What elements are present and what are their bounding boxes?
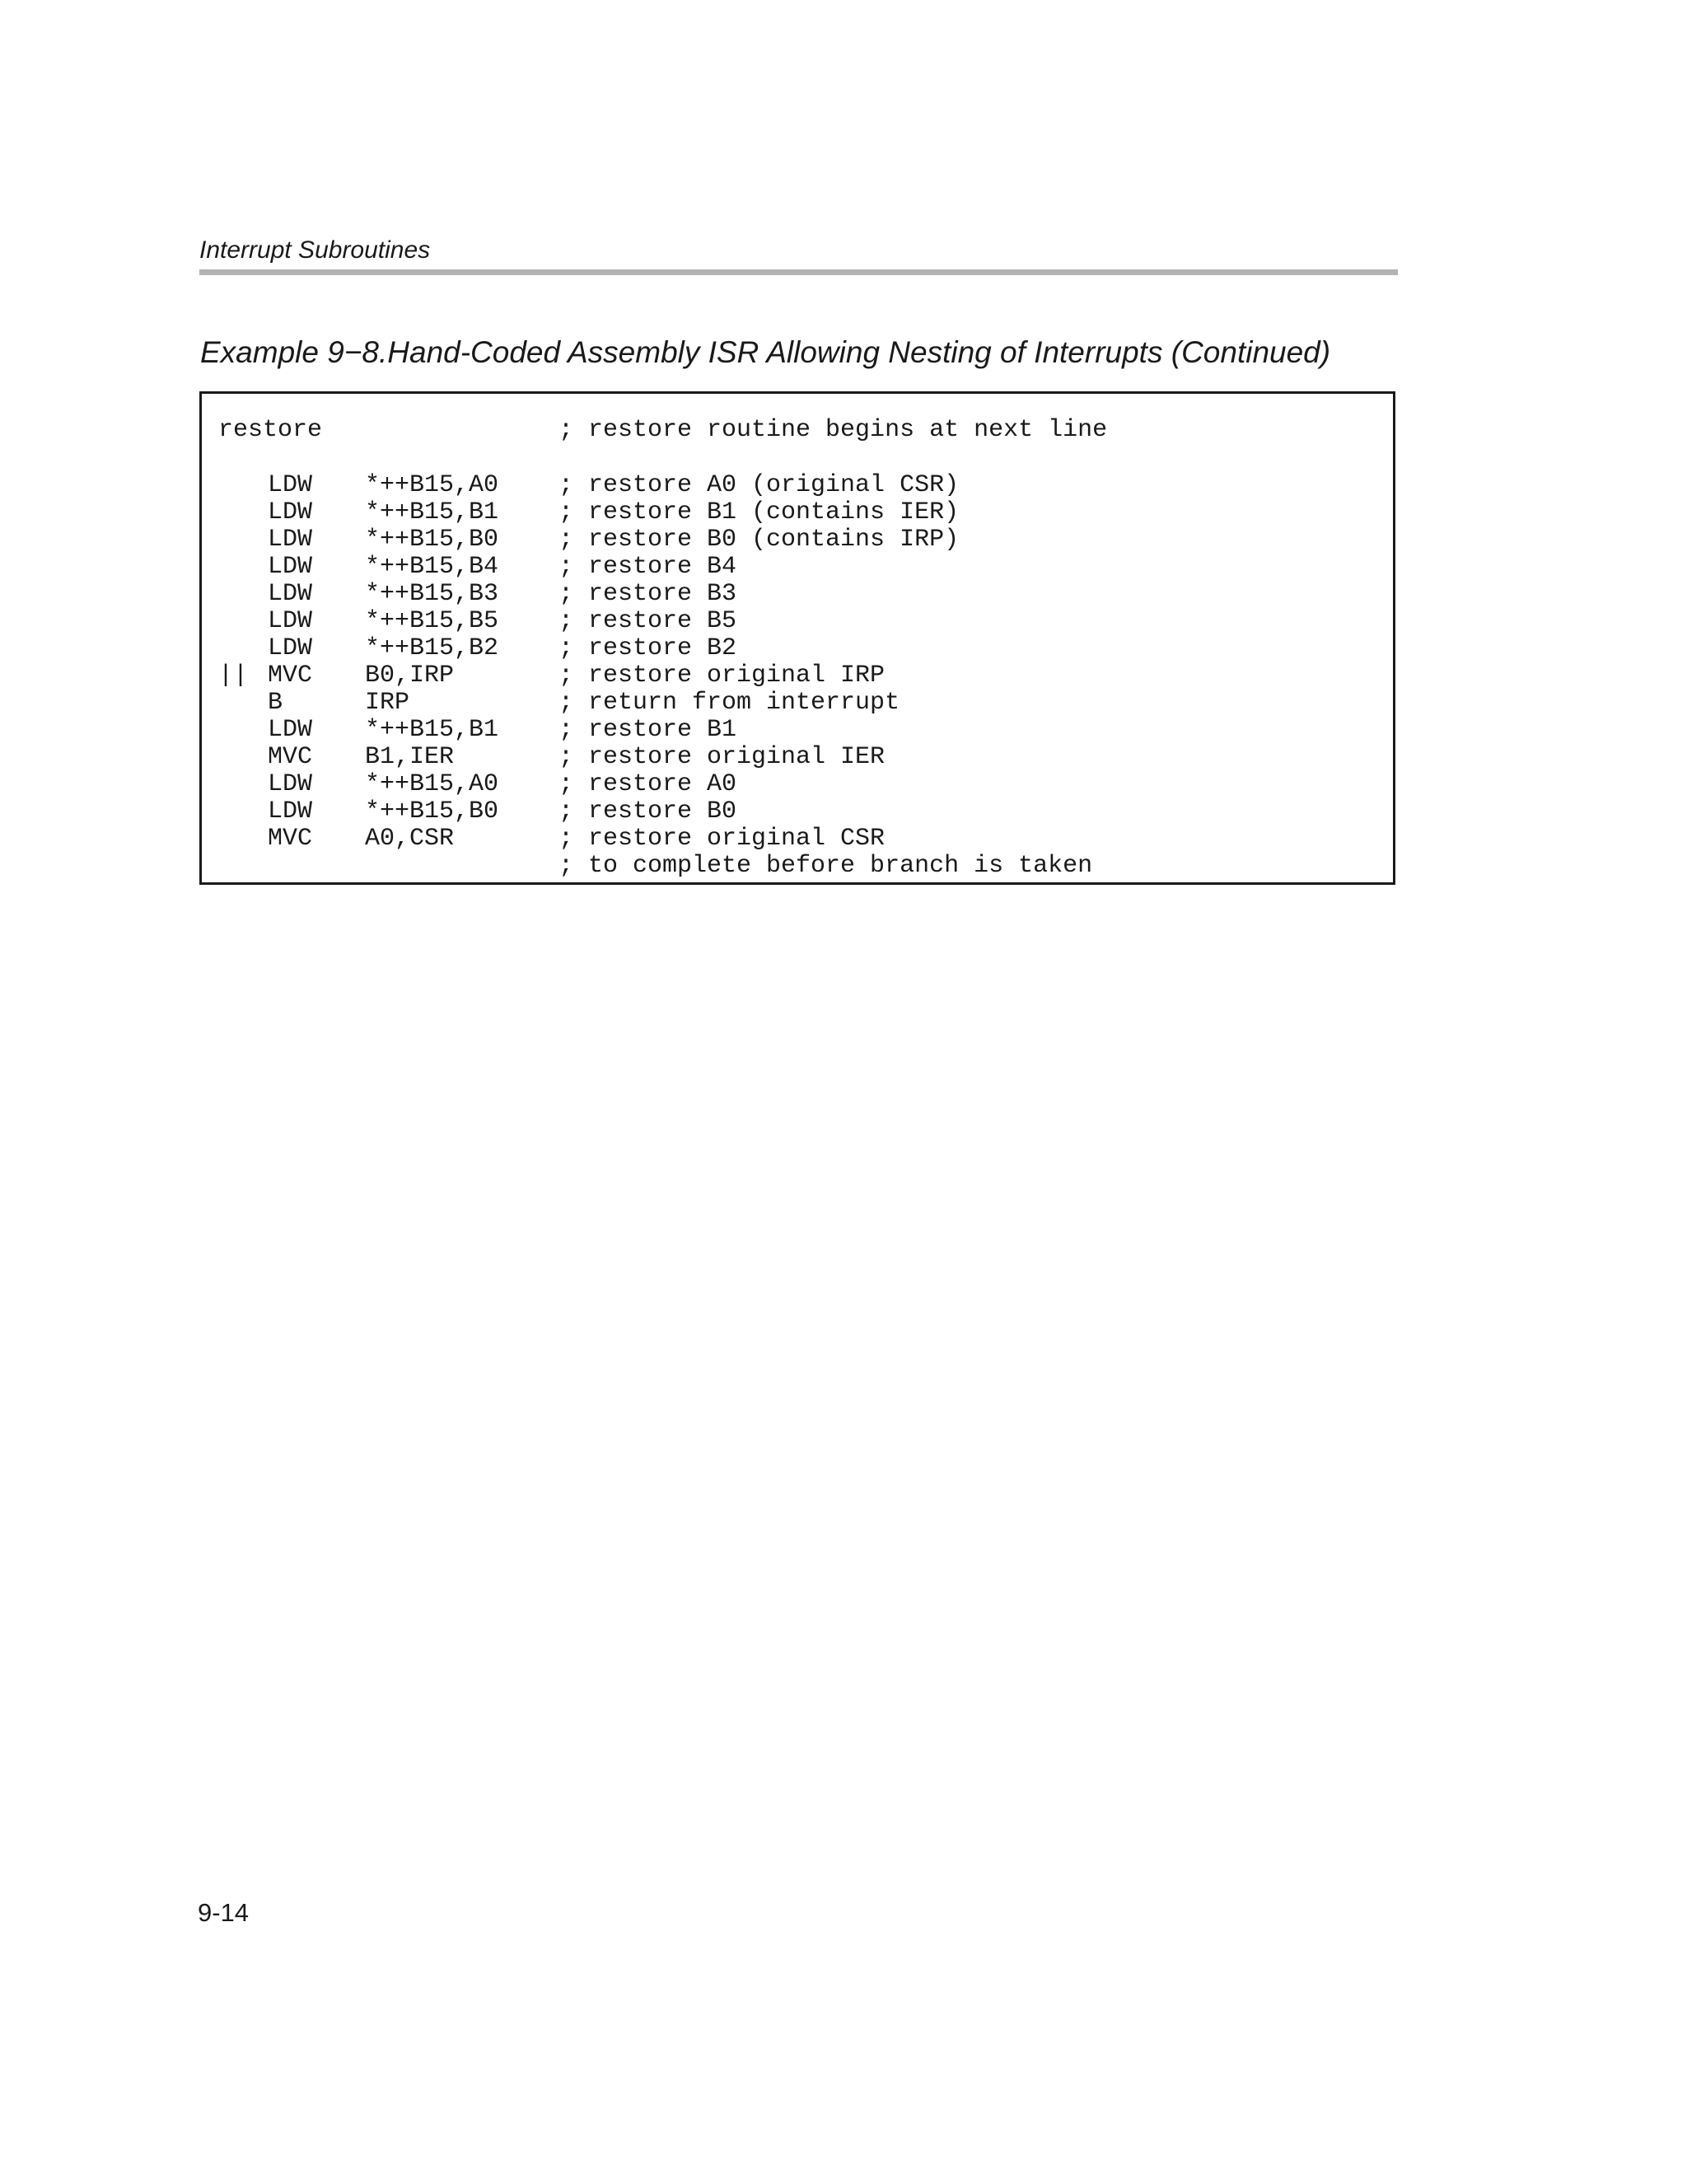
code-line (202, 526, 960, 554)
code-line (202, 580, 737, 608)
code-operands: *++B15,B3 (365, 580, 499, 608)
code-opcode: LDW (268, 797, 313, 825)
code-opcode: LDW (268, 580, 313, 608)
code-comment: ; to complete before branch is taken (558, 852, 1093, 880)
code-line (202, 498, 960, 526)
code-comment: ; restore routine begins at next line (558, 416, 1108, 444)
code-listing (199, 391, 1395, 885)
code-opcode: MVC (268, 825, 313, 853)
code-operands: *++B15,A0 (365, 770, 499, 798)
code-comment: ; restore B2 (558, 634, 737, 662)
code-operands: *++B15,B2 (365, 634, 499, 662)
code-line (202, 634, 737, 662)
code-opcode: LDW (268, 471, 313, 499)
page-number: 9-14 (198, 1898, 250, 1927)
code-line (202, 852, 1093, 880)
code-comment: ; restore B1 (contains IER) (558, 498, 960, 526)
header-rule (199, 269, 1398, 275)
code-comment: ; restore original CSR (558, 825, 886, 853)
code-line (202, 553, 737, 581)
code-comment: ; restore A0 (original CSR) (558, 471, 960, 499)
code-opcode: LDW (268, 634, 313, 662)
code-opcode: LDW (268, 770, 313, 798)
running-head: Interrupt Subroutines (199, 236, 431, 264)
code-operands: *++B15,B0 (365, 797, 499, 825)
code-line (202, 743, 886, 771)
code-opcode: LDW (268, 716, 313, 744)
code-parallel-marker: || (218, 662, 249, 690)
code-operands: *++B15,B5 (365, 607, 499, 635)
code-comment: ; restore B4 (558, 553, 737, 581)
code-comment: ; restore B5 (558, 607, 737, 635)
code-operands: *++B15,A0 (365, 471, 499, 499)
code-comment: ; restore original IER (558, 743, 886, 771)
code-opcode: MVC (268, 743, 313, 771)
code-opcode: MVC (268, 662, 313, 690)
code-line (202, 689, 900, 717)
code-label: restore (218, 416, 323, 444)
code-comment: ; restore B3 (558, 580, 737, 608)
code-comment: ; restore B0 (558, 797, 737, 825)
code-comment: ; restore A0 (558, 770, 737, 798)
code-comment: ; restore original IRP (558, 662, 886, 690)
code-operands: B1,IER (365, 743, 455, 771)
code-comment: ; return from interrupt (558, 689, 900, 717)
code-label-line (202, 416, 1108, 444)
code-line (202, 797, 737, 825)
code-line (202, 662, 886, 690)
code-operands: A0,CSR (365, 825, 455, 853)
code-operands: B0,IRP (365, 662, 455, 690)
code-operands: *++B15,B1 (365, 716, 499, 744)
code-operands: *++B15,B4 (365, 553, 499, 581)
code-line (202, 825, 886, 853)
code-operands: *++B15,B0 (365, 526, 499, 554)
code-opcode: LDW (268, 607, 313, 635)
code-opcode: B (268, 689, 283, 717)
code-operands: IRP (365, 689, 410, 717)
code-line (202, 607, 737, 635)
code-opcode: LDW (268, 526, 313, 554)
code-operands: *++B15,B1 (365, 498, 499, 526)
code-comment: ; restore B0 (contains IRP) (558, 526, 960, 554)
example-title: Example 9−8.Hand-Coded Assembly ISR Allowing Nesting of Interrupts (Continued) (200, 335, 1331, 369)
code-line (202, 471, 960, 499)
code-line (202, 770, 737, 798)
code-opcode: LDW (268, 553, 313, 581)
code-opcode: LDW (268, 498, 313, 526)
code-comment: ; restore B1 (558, 716, 737, 744)
code-line (202, 716, 737, 744)
